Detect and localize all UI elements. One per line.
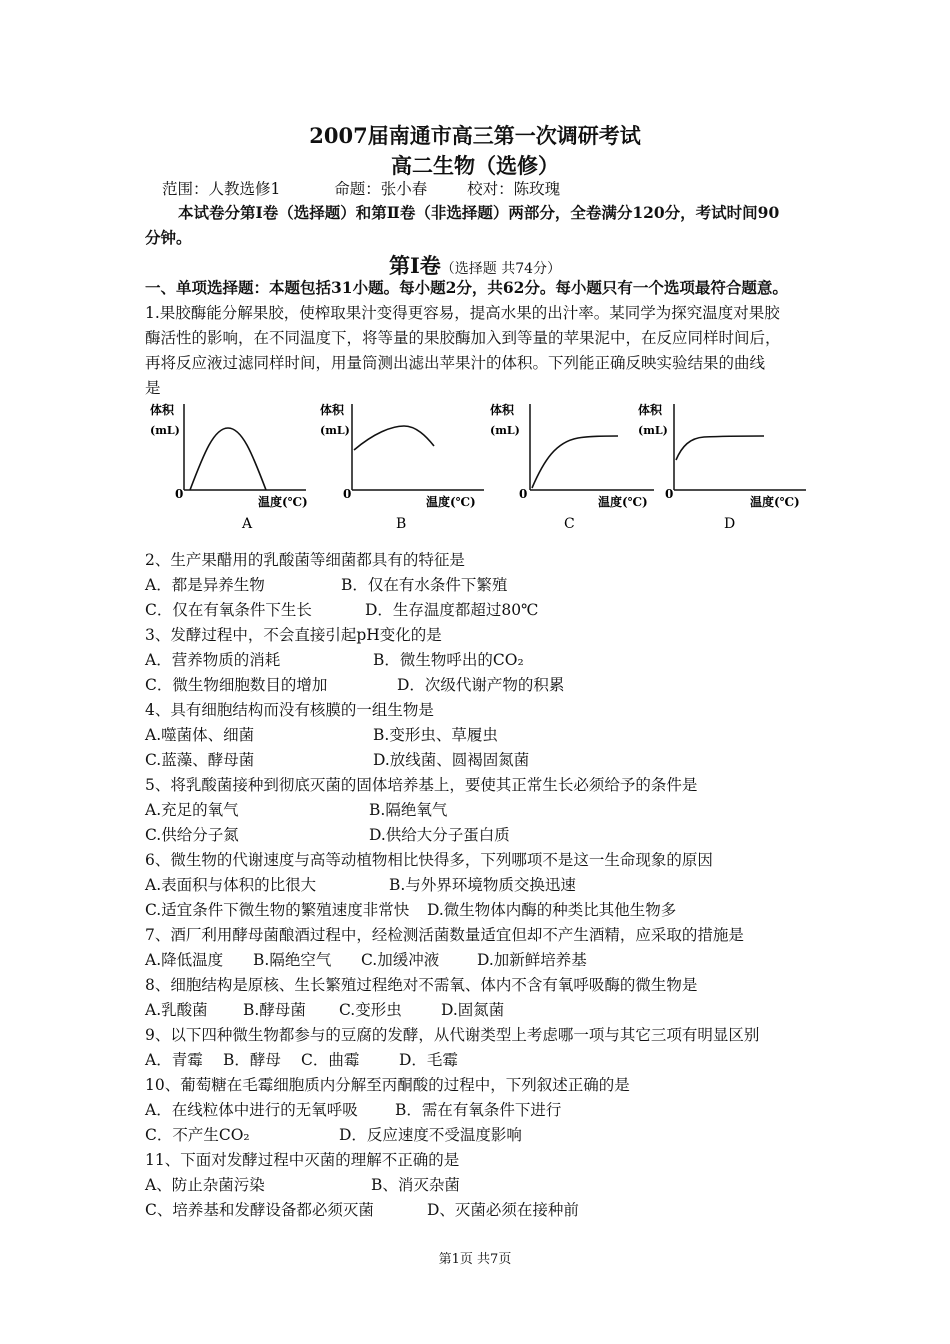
- q10-options-row-2: [145, 1123, 522, 1147]
- q6-option-b: B.与外界环境物质交换迅速: [389, 876, 576, 894]
- chart-a-xlabel: 温度(℃): [258, 495, 308, 509]
- chart-d-svg: [636, 398, 811, 533]
- q7-stem: 7、酒厂利用酵母菌酿酒过程中，经检测活菌数量适宜但却不产生酒精，应采取的措施是: [145, 926, 744, 944]
- q3-options-row-1: [145, 648, 524, 672]
- q6-stem: 6、微生物的代谢速度与高等动植物相比快得多，下列哪项不是这一生命现象的原因: [145, 851, 713, 869]
- q7-options-row: [145, 948, 587, 972]
- chart-c: [488, 398, 658, 537]
- q3-stem: 3、发酵过程中，不会直接引起pH变化的是: [145, 626, 442, 644]
- chart-c-curve: [532, 436, 618, 488]
- q2-option-a: A．都是异养生物: [145, 576, 265, 594]
- q10-stem: 10、葡萄糖在毛霉细胞质内分解至丙酮酸的过程中，下列叙述正确的是: [145, 1076, 630, 1094]
- q11-option-d: D、灭菌必须在接种前: [427, 1201, 579, 1219]
- chart-d-curve: [676, 436, 764, 460]
- chart-d-origin: 0: [665, 487, 674, 501]
- chart-b-label: B: [396, 516, 407, 532]
- chart-c-origin: 0: [519, 487, 528, 501]
- q5-option-d: D.供给大分子蛋白质: [369, 826, 510, 844]
- section-note: （选择题 共74分）: [440, 261, 562, 277]
- chart-a-label: A: [242, 516, 253, 532]
- q6-options-row-1: [145, 873, 576, 897]
- q1-line-3: 再将反应液过滤同样时间，用量筒测出滤出苹果汁的体积。下列能正确反映实验结果的曲线: [145, 354, 766, 372]
- chart-c-yunit: (mL): [490, 424, 520, 437]
- chart-a-svg: [148, 398, 308, 533]
- q11-option-b: B、消灭杂菌: [371, 1176, 460, 1194]
- intro-line-1: 本试卷分第Ⅰ卷（选择题）和第Ⅱ卷（非选择题）两部分，全卷满分120分，考试时间90: [178, 203, 780, 222]
- chart-d-ylabel: 体积: [638, 403, 663, 417]
- q5-stem: 5、将乳酸菌接种到彻底灭菌的固体培养基上，要使其正常生长必须给予的条件是: [145, 776, 698, 794]
- section-instruction: 一、单项选择题：本题包括31小题。每小题2分，共62分。每小题只有一个选项最符合题意。: [145, 278, 788, 297]
- q4-option-d: D.放线菌、圆褐固氮菌: [373, 751, 530, 769]
- q6-option-a: A.表面积与体积的比很大: [145, 876, 317, 894]
- q5-option-b: B.隔绝氧气: [369, 801, 448, 819]
- q4-option-b: B.变形虫、草履虫: [373, 726, 498, 744]
- q11-stem: 11、下面对发酵过程中灭菌的理解不正确的是: [145, 1151, 460, 1169]
- chart-b-svg: [318, 398, 488, 533]
- q4-options-row-2: [145, 748, 529, 772]
- q5-options-row-1: [145, 798, 447, 822]
- q10-options-row-1: [145, 1098, 561, 1122]
- chart-c-ylabel: 体积: [490, 403, 515, 417]
- q8-option-a: A.乳酸菌: [145, 1001, 208, 1019]
- exam-subtitle: 高二生物（选修）: [391, 153, 559, 178]
- q9-options-row: [145, 1048, 458, 1072]
- chart-d-xlabel: 温度(℃): [750, 495, 800, 509]
- meta-proof: 校对：陈玫瑰: [467, 180, 561, 198]
- q8-options-row: [145, 998, 504, 1022]
- q11-options-row-2: [145, 1198, 579, 1222]
- q1-line-4: 是: [145, 379, 161, 397]
- q10-option-d: D．反应速度不受温度影响: [339, 1126, 522, 1144]
- q5-options-row-2: [145, 823, 510, 847]
- q5-option-a: A.充足的氧气: [145, 801, 239, 819]
- chart-b-xlabel: 温度(℃): [426, 495, 476, 509]
- chart-d-label: D: [724, 516, 736, 532]
- q4-stem: 4、具有细胞结构而没有核膜的一组生物是: [145, 701, 434, 719]
- q7-option-c: C.加缓冲液: [361, 951, 440, 969]
- q4-options-row-1: [145, 723, 498, 747]
- q9-stem: 9、以下四种微生物都参与的豆腐的发酵，从代谢类型上考虑哪一项与其它三项有明显区别: [145, 1026, 760, 1044]
- exam-meta: [162, 177, 560, 201]
- q2-options-row-1: [145, 573, 507, 597]
- q4-option-c: C.蓝藻、酵母菌: [145, 751, 255, 769]
- chart-a-curve: [190, 428, 266, 490]
- q3-option-d: D．次级代谢产物的积累: [397, 676, 565, 694]
- q11-options-row-1: [145, 1173, 460, 1197]
- meta-scope: 范围：人教选修1: [162, 180, 281, 198]
- q3-option-c: C．微生物细胞数目的增加: [145, 676, 328, 694]
- q8-option-b: B.酵母菌: [243, 1001, 306, 1019]
- q11-option-a: A、防止杂菌污染: [145, 1176, 265, 1194]
- chart-b-curve: [354, 426, 434, 450]
- q8-option-d: D.固氮菌: [441, 1001, 505, 1019]
- q2-stem: 2、生产果醋用的乳酸菌等细菌都具有的特征是: [145, 551, 465, 569]
- chart-b-origin: 0: [343, 487, 352, 501]
- q2-option-b: B．仅在有水条件下繁殖: [341, 576, 508, 594]
- q7-option-a: A.降低温度: [145, 951, 224, 969]
- q8-option-c: C.变形虫: [339, 1001, 402, 1019]
- q4-option-a: A.噬菌体、细菌: [145, 726, 255, 744]
- meta-author: 命题：张小春: [334, 180, 428, 198]
- q9-option-c: C．曲霉: [301, 1051, 360, 1069]
- chart-b-ylabel: 体积: [320, 403, 345, 417]
- q1-line-2: 酶活性的影响，在不同温度下，将等量的果胶酶加入到等量的苹果泥中，在反应同样时间后，: [145, 329, 781, 347]
- chart-c-xlabel: 温度(℃): [598, 495, 648, 509]
- q9-option-b: B．酵母: [223, 1051, 281, 1069]
- q1-line-1: 1.果胶酶能分解果胶，使榨取果汁变得更容易，提高水果的出汁率。某同学为探究温度对果胶: [145, 304, 780, 322]
- chart-d-yunit: (mL): [638, 424, 668, 437]
- q8-stem: 8、细胞结构是原核、生长繁殖过程绝对不需氧、体内不含有氧呼吸酶的微生物是: [145, 976, 698, 994]
- chart-b: [318, 398, 488, 537]
- section-title: 第Ⅰ卷: [388, 253, 441, 278]
- q7-option-d: D.加新鲜培养基: [477, 951, 587, 969]
- q10-option-c: C．不产生CO₂: [145, 1126, 250, 1144]
- chart-c-svg: [488, 398, 658, 533]
- q6-option-d: D.微生物体内酶的种类比其他生物多: [427, 901, 677, 919]
- chart-a-ylabel: 体积: [150, 403, 175, 417]
- chart-d: [636, 398, 811, 537]
- q2-option-c: C．仅在有氧条件下生长: [145, 601, 312, 619]
- q6-options-row-2: [145, 898, 676, 922]
- q10-option-a: A．在线粒体中进行的无氧呼吸: [145, 1101, 358, 1119]
- intro-line-2: 分钟。: [145, 228, 192, 247]
- q7-option-b: B.隔绝空气: [253, 951, 332, 969]
- q9-option-d: D．毛霉: [399, 1051, 458, 1069]
- q3-options-row-2: [145, 673, 564, 697]
- q3-option-b: B．微生物呼出的CO₂: [373, 651, 524, 669]
- chart-a-yunit: (mL): [150, 424, 180, 437]
- q2-option-d: D．生存温度都超过80℃: [365, 601, 539, 619]
- chart-a-origin: 0: [175, 487, 184, 501]
- chart-b-yunit: (mL): [320, 424, 350, 437]
- q2-options-row-2: [145, 598, 539, 622]
- q11-option-c: C、培养基和发酵设备都必须灭菌: [145, 1201, 374, 1219]
- q5-option-c: C.供给分子氮: [145, 826, 239, 844]
- q6-option-c: C.适宜条件下微生物的繁殖速度非常快: [145, 901, 410, 919]
- q10-option-b: B．需在有氧条件下进行: [395, 1101, 562, 1119]
- chart-c-label: C: [564, 516, 575, 532]
- chart-a: [148, 398, 308, 537]
- exam-title: 2007届南通市高三第一次调研考试: [309, 123, 641, 148]
- q9-option-a: A．青霉: [145, 1051, 203, 1069]
- q3-option-a: A．营养物质的消耗: [145, 651, 281, 669]
- page-footer: 第1页 共7页: [438, 1252, 512, 1267]
